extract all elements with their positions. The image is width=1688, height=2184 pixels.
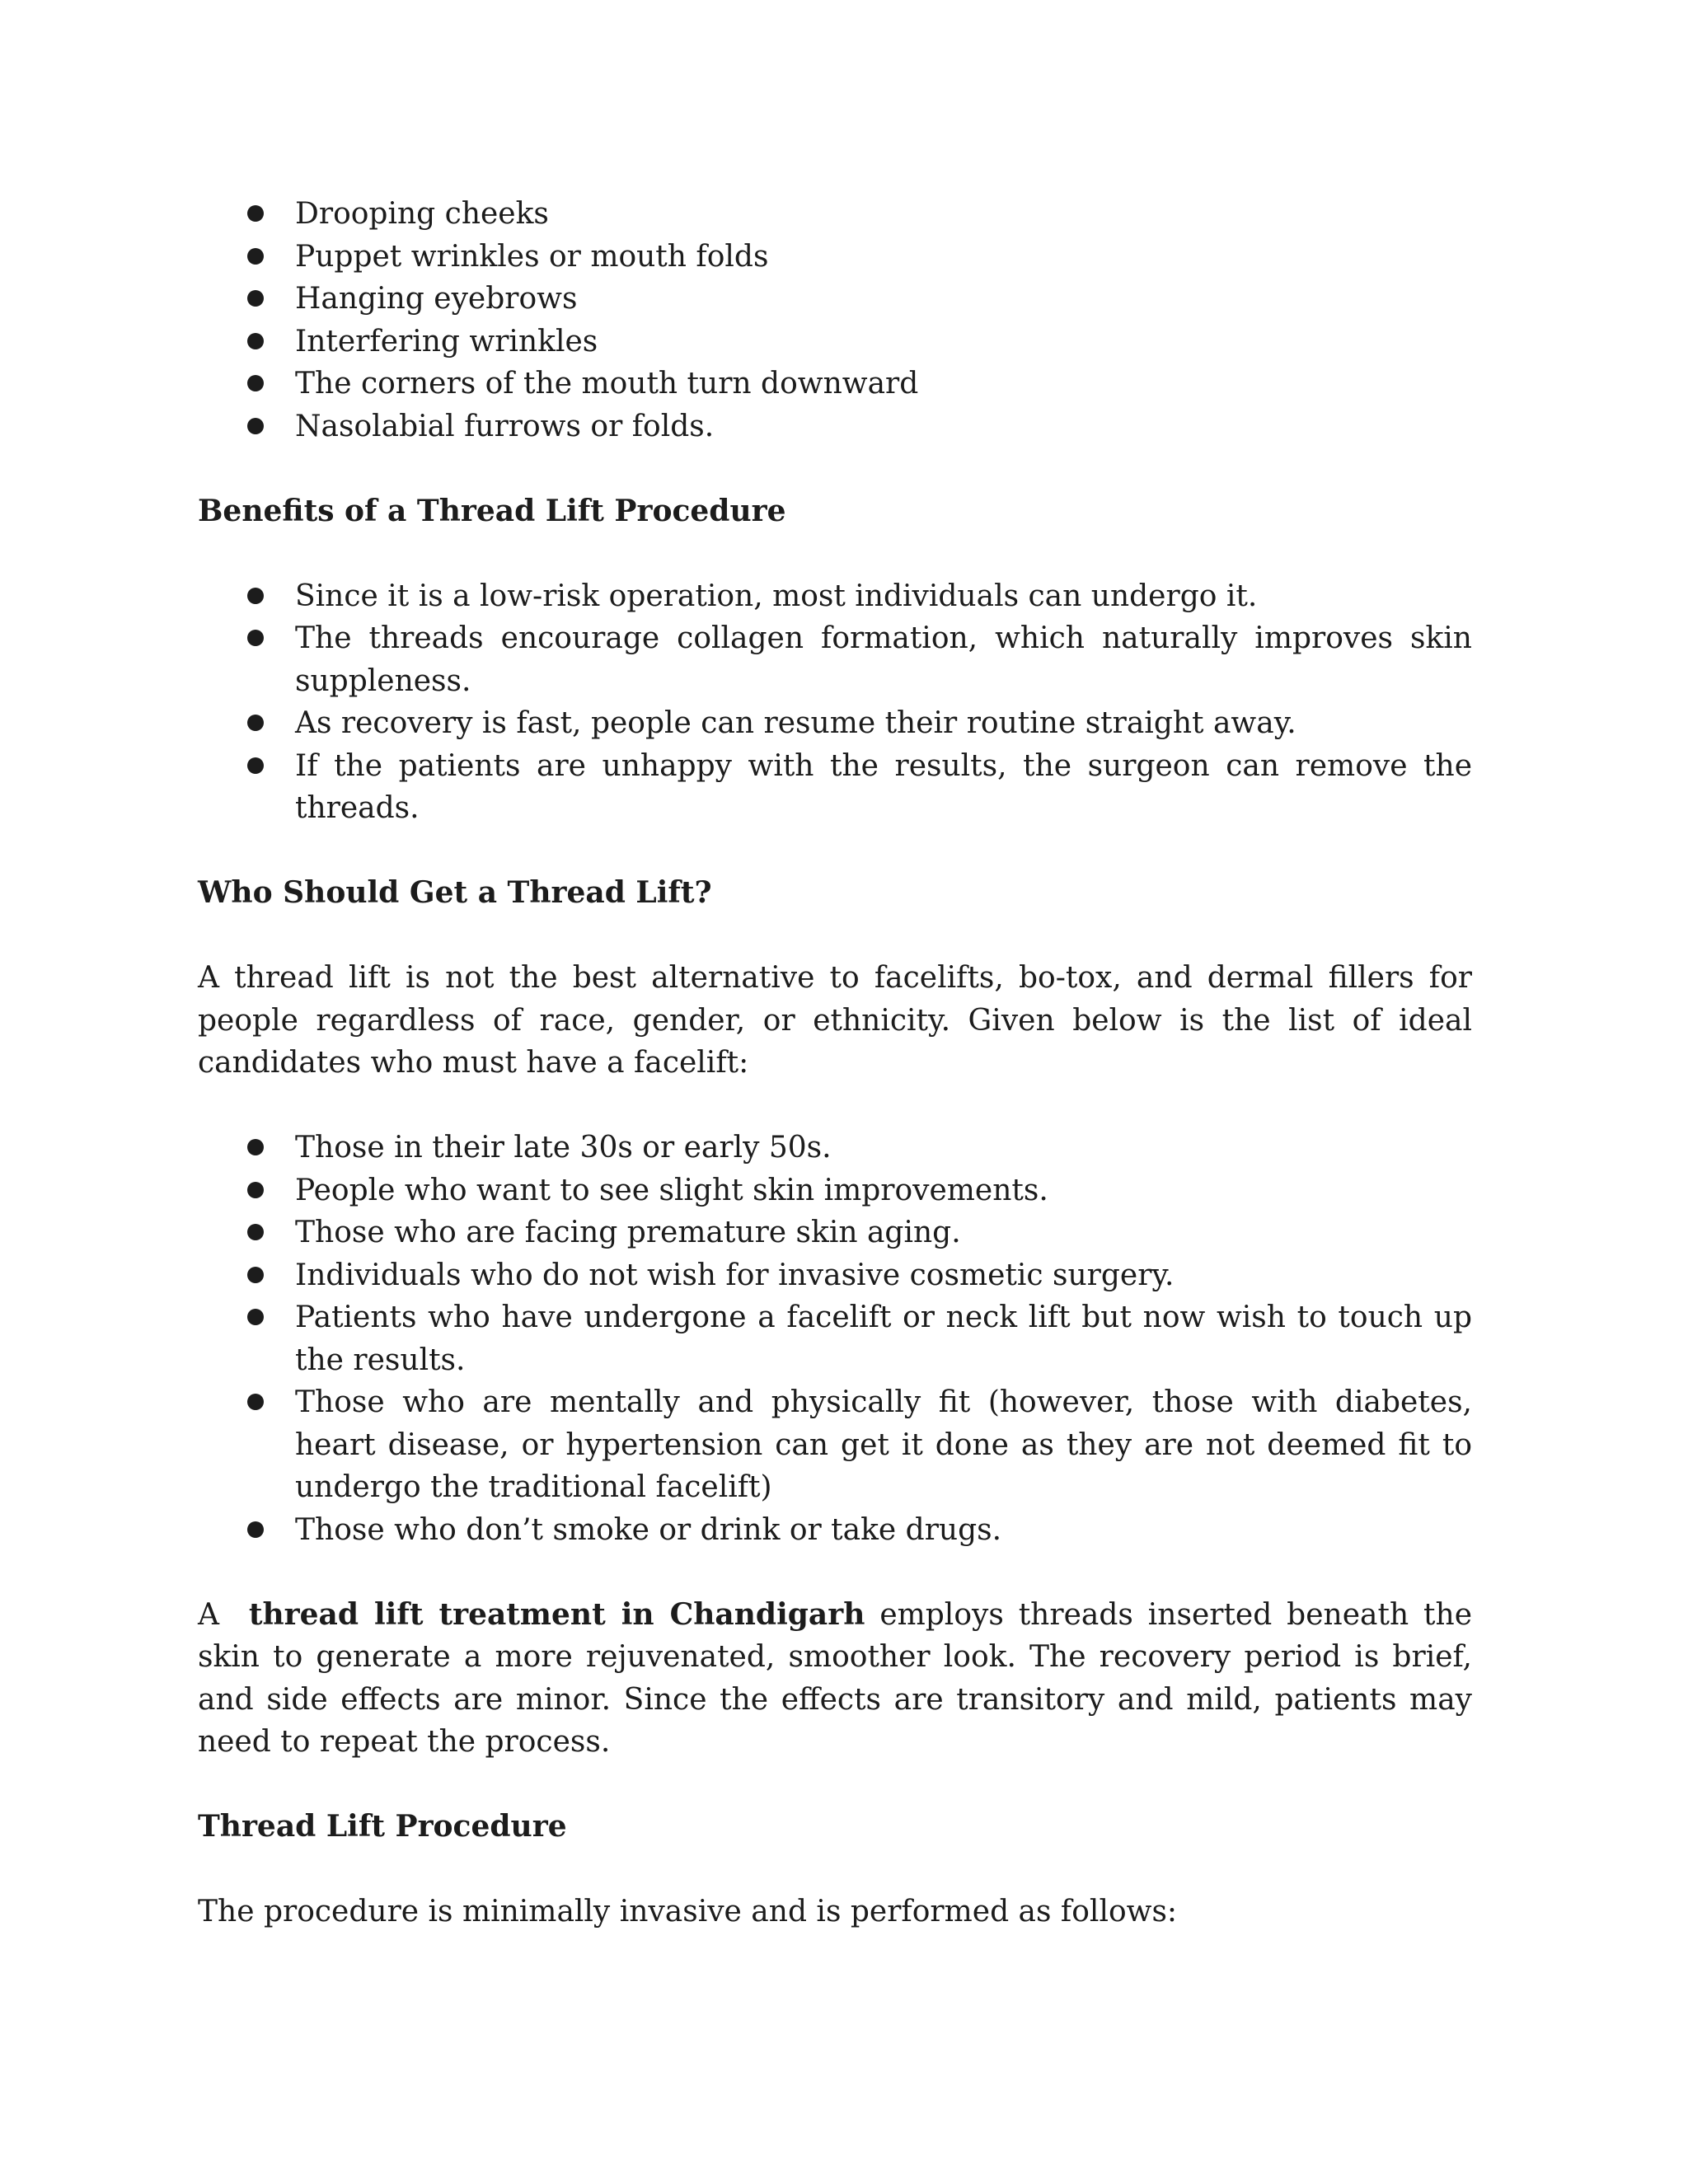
bullet-icon <box>247 1521 264 1538</box>
list-item: Those who are mentally and physically fit (however, those with diabetes, heart disease, or hypertension can get it done as they are not deemed fit to undergo the traditional facelift) <box>198 1381 1472 1509</box>
list-item: Hanging eyebrows <box>198 278 1472 321</box>
candidates-list <box>198 1127 1472 1551</box>
bullet-icon <box>247 1267 264 1283</box>
list-item: Patients who have undergone a facelift or neck lift but now wish to touch up the results. <box>198 1296 1472 1381</box>
list-item: The threads encourage collagen formation, which naturally improves skin suppleness. <box>198 617 1472 702</box>
list-item: As recovery is fast, people can resume their routine straight away. <box>198 702 1472 745</box>
procedure-intro: The procedure is minimally invasive and is performed as follows: <box>198 1895 1178 1929</box>
list-item: Those who are facing premature skin aging. <box>198 1212 1472 1254</box>
bullet-icon <box>247 1224 264 1240</box>
list-item: Those who don’t smoke or drink or take drugs. <box>198 1509 1472 1552</box>
treatment-paragraph: A thread lift treatment in Chandigarh employs threads inserted beneath the skin to generate a more rejuvenated, smoother look. The recovery period is brief, and side effects are minor. Since the effects are transitory and mild, patients may need to repeat the process. <box>198 1596 1473 1759</box>
candidates-heading: Who Should Get a Thread Lift? <box>198 875 712 910</box>
list-item: Puppet wrinkles or mouth folds <box>198 236 1472 279</box>
list-item: Individuals who do not wish for invasive cosmetic surgery. <box>198 1254 1472 1297</box>
bullet-icon <box>247 1394 264 1410</box>
list-item: Nasolabial furrows or folds. <box>198 405 1472 448</box>
bullet-icon <box>247 205 264 222</box>
benefits-heading: Benefits of a Thread Lift Procedure <box>198 493 786 528</box>
bullet-icon <box>247 1139 264 1155</box>
procedure-heading: Thread Lift Procedure <box>198 1809 567 1844</box>
bullet-icon <box>247 1309 264 1325</box>
bullet-icon <box>247 418 264 434</box>
list-item: The corners of the mouth turn downward <box>198 363 1472 405</box>
bullet-icon <box>247 333 264 349</box>
benefits-list <box>198 575 1472 830</box>
bullet-icon <box>247 757 264 774</box>
bullet-icon <box>247 588 264 604</box>
list-item: Interfering wrinkles <box>198 321 1472 363</box>
treatment-keyword: thread lift treatment in Chandigarh <box>248 1596 865 1632</box>
bullet-icon <box>247 248 264 265</box>
list-item: Drooping cheeks <box>198 193 1472 236</box>
bullet-icon <box>247 630 264 646</box>
concerns-list <box>198 193 1472 448</box>
document-content <box>198 193 1472 1933</box>
bullet-icon <box>247 715 264 731</box>
list-item: Since it is a low-risk operation, most individuals can undergo it. <box>198 575 1472 618</box>
list-item: People who want to see slight skin improvements. <box>198 1169 1472 1212</box>
candidates-intro: A thread lift is not the best alternative to facelifts, bo-tox, and dermal fillers for people regardless of race, gender, or ethnicity. Given below is the list of ideal candidates who must have a facelift: <box>198 961 1472 1080</box>
list-item: Those in their late 30s or early 50s. <box>198 1127 1472 1169</box>
bullet-icon <box>247 375 264 391</box>
list-item: If the patients are unhappy with the results, the surgeon can remove the threads. <box>198 745 1472 830</box>
bullet-icon <box>247 1182 264 1198</box>
bullet-icon <box>247 290 264 307</box>
